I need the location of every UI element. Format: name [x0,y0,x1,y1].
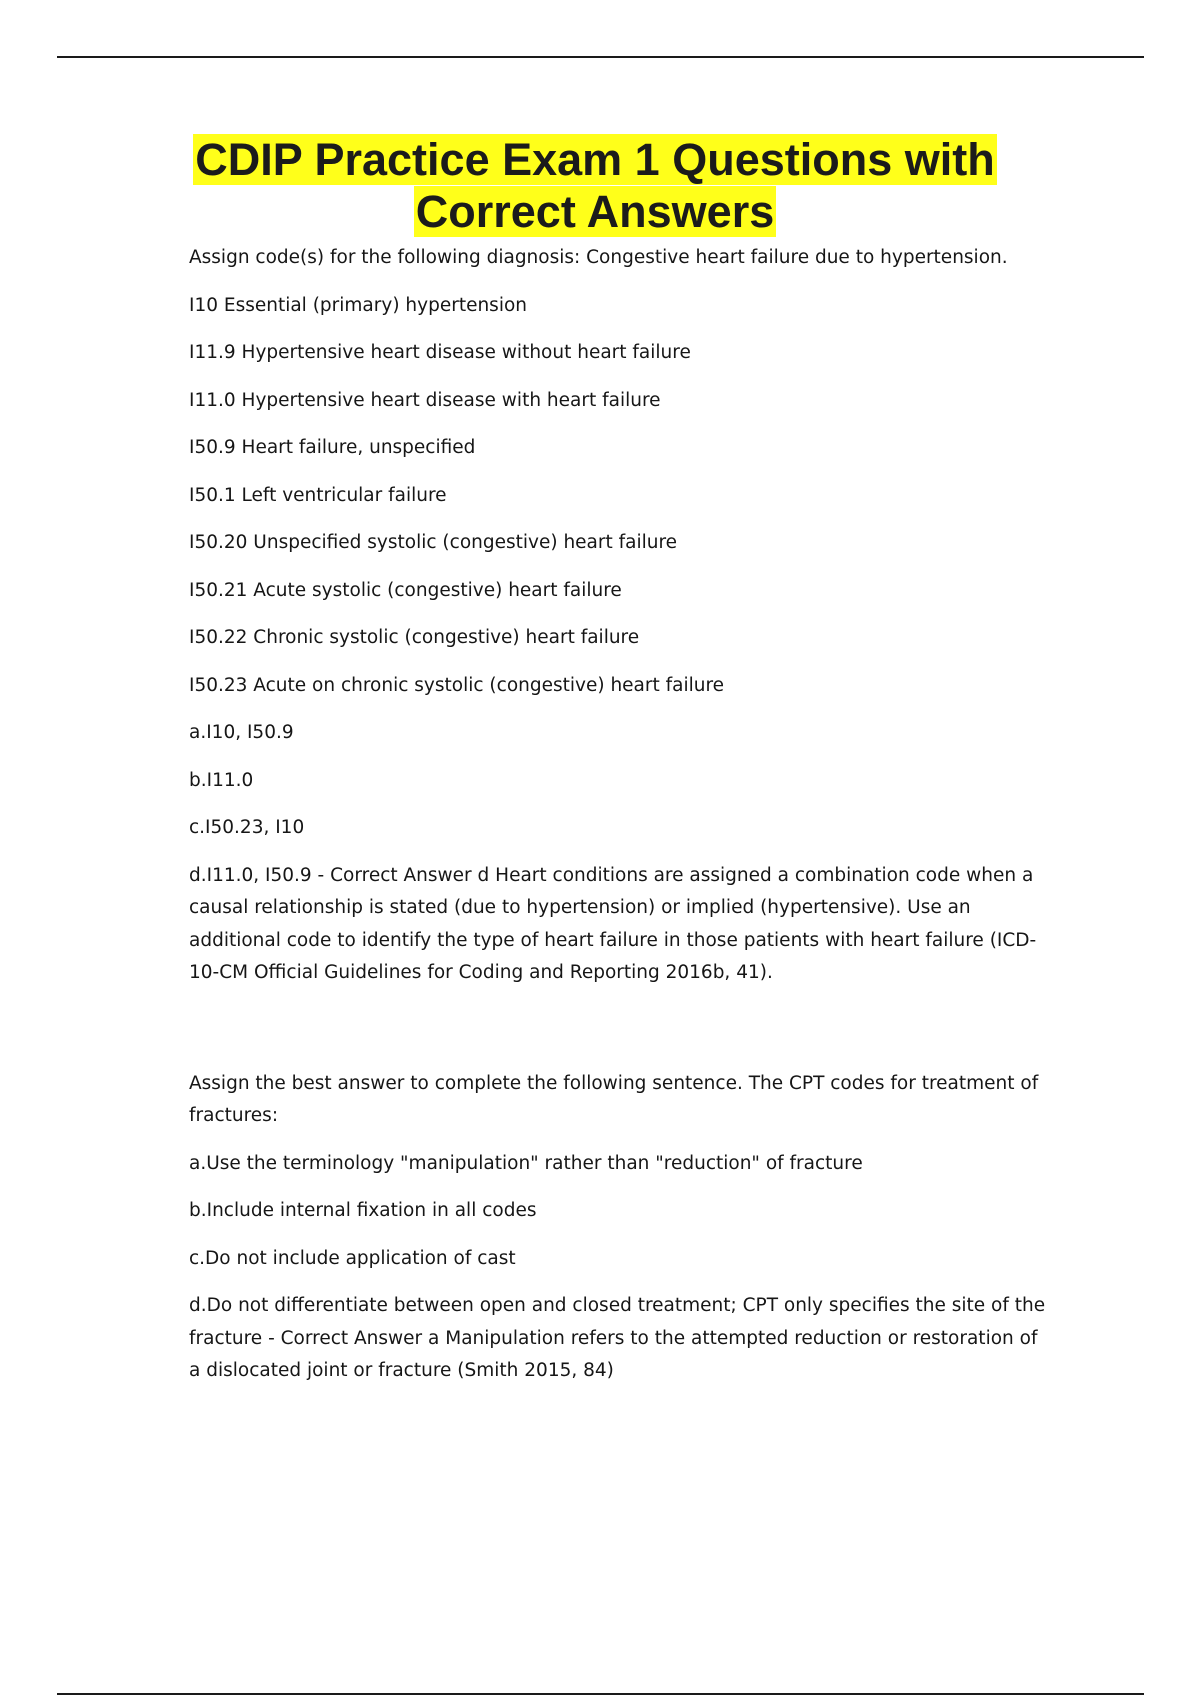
document-body [189,242,1049,1403]
question-1-option-a: a.I10, I50.9 [189,722,294,743]
code-line: I50.22 Chronic systolic (congestive) heart failure [189,627,640,648]
question-1-prompt: Assign code(s) for the following diagnosis: Congestive heart failure due to hypertension. [189,247,1008,268]
question-2-option-a: a.Use the terminology "manipulation" rather than "reduction" of fracture [189,1152,863,1174]
code-line: I50.1 Left ventricular failure [189,484,447,506]
page-title [150,134,1040,238]
question-2-option-d-answer: d.Do not differentiate between open and closed treatment; CPT only specifies the site of the fracture - Correct Answer a Manipulation refers to the attempted reduction or restoration of a dislocated joint or fracture (Smith 2015, 84) [189,1295,1046,1381]
title-line-2: Correct Answers [415,186,775,237]
code-line: I50.23 Acute on chronic systolic (congestive) heart failure [189,674,725,696]
top-divider [57,56,1144,58]
question-2-option-b: b.Include internal fixation in all codes [189,1200,537,1221]
question-1-option-b: b.I11.0 [189,769,254,791]
question-2-prompt: Assign the best answer to complete the following sentence. The CPT codes for treatment of fractures: [189,1072,1039,1126]
code-line: I11.0 Hypertensive heart disease with heart failure [189,389,661,411]
code-line: I11.9 Hypertensive heart disease without heart failure [189,342,691,363]
title-line-1: CDIP Practice Exam 1 Questions with [195,134,995,185]
code-line: I50.20 Unspecified systolic (congestive) heart failure [189,532,678,553]
question-1-option-c: c.I50.23, I10 [189,817,305,838]
question-1-option-d-answer: d.I11.0, I50.9 - Correct Answer d Heart conditions are assigned a combination code when a causal relationship is stated (due to hypertension) or implied (hypertensive). Use an additional code to identify the type of heart failure in those patients with heart failure (ICD-10-CM Official Guidelines for Coding and Reporting 2016b, 41). [189,864,1037,983]
code-line: I10 Essential (primary) hypertension [189,294,528,316]
code-line: I50.21 Acute systolic (congestive) heart failure [189,579,622,601]
code-line: I50.9 Heart failure, unspecified [189,437,476,458]
bottom-divider [57,1693,1144,1695]
question-2-option-c: c.Do not include application of cast [189,1247,516,1269]
